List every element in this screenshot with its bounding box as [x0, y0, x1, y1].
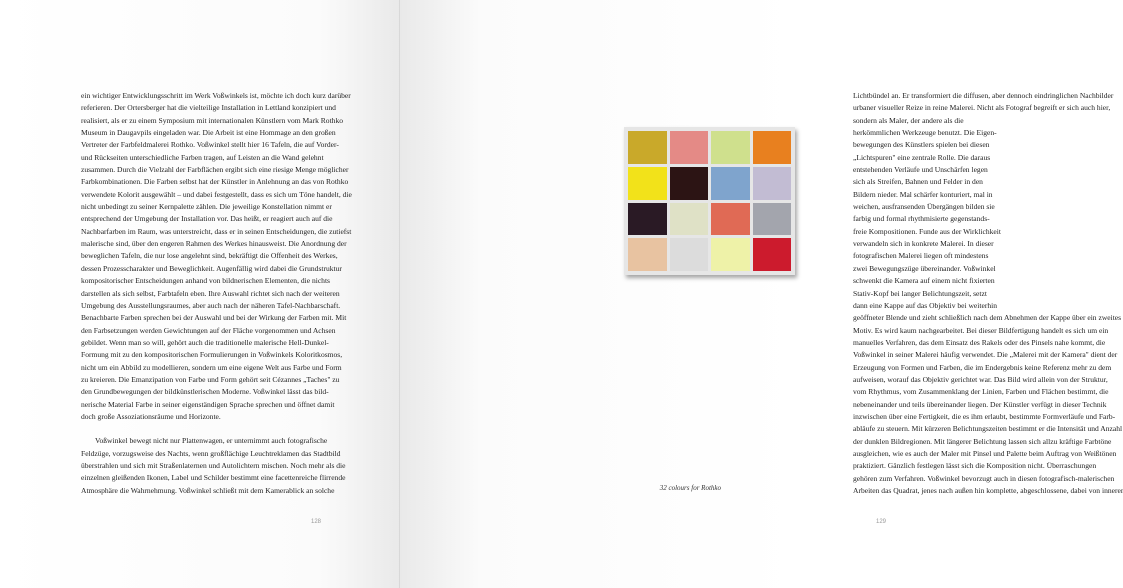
text-line: doch große Assoziationsräume und Horizonte. [81, 411, 221, 421]
text-line: der dunklen Bildregionen. Mit längerer Belichtung lassen sich allzu kräftige Farbtöne [853, 436, 1112, 446]
text-line: manuelles Verfahren, das dem Einsatz des Rakels oder des Pinsels nahe kommt, die [853, 337, 1106, 347]
text-line: bewegungen des Künstlers spielen bei diesen [853, 140, 990, 150]
text-line: Umgebung des Ausstellungsraumes, aber auch nach der näheren Tafel-Nachbarschaft. [81, 300, 341, 310]
text-line: aufweisen, worauf das Objektiv gerichtet war. Das Bild wird allein von der Struktur, [853, 374, 1108, 384]
text-line: entsprechend der Umgebung der Installation vor. Das heißt, er reagiert auch auf die [81, 214, 333, 224]
text-line: vom Rhythmus, vom Zusammenklang der Linien, Farben und Flächen bestimmt, die [853, 387, 1109, 397]
color-swatch [711, 203, 750, 236]
text-line: zu kreieren. Die Emanzipation von Farbe und Form gehört seit Cézannes „Taches" zu [81, 374, 340, 384]
text-line: urbaner visueller Reize in reine Malerei. Nicht als Fotograf begreift er sich auch hier, [853, 103, 1111, 113]
color-swatch-artwork [624, 127, 795, 275]
text-line: Benachbarte Farben sprechen bei der Auswahl und bei der Wirkung der Farben mit. Mit [81, 313, 347, 323]
color-swatch [753, 131, 792, 164]
color-swatch [753, 238, 792, 271]
text-line: ein wichtiger Entwicklungsschritt im Werk Voßwinkels ist, möchte ich doch kurz darüber [81, 91, 351, 100]
left-page-body [81, 90, 352, 497]
text-line: nebeneinander und teils übereinander liegen. Der Künstler verfügt in dieser Technik [853, 399, 1107, 409]
text-line: schwenkt die Kamera auf einem nicht fixierten [853, 276, 995, 286]
text-line: darstellen als sich selbst, Farbtafeln eben. Ihre Auswahl richtet sich nach der weiteren [81, 288, 340, 298]
color-swatch [670, 238, 709, 271]
color-swatch [670, 167, 709, 200]
color-swatch [628, 167, 667, 200]
figure-caption: 32 colours for Rothko [659, 484, 721, 492]
color-swatch [753, 167, 792, 200]
text-line: weichen, ausfransenden Übergängen bilden sie [853, 202, 995, 212]
color-swatch [670, 131, 709, 164]
text-line: nicht unbedingt zu seiner Kernpalette zählen. Die jeweilige Konstellation nimmt er [81, 202, 332, 212]
text-line: „Lichtspuren" eine zentrale Rolle. Die daraus [853, 152, 991, 162]
text-line: Museum in Daugavpils eingeladen war. Die Arbeit ist eine Hommage an den großen [81, 128, 336, 138]
left-page [0, 0, 400, 588]
left-paragraph-1 [81, 90, 352, 423]
right-page-number: 129 [876, 519, 887, 525]
text-line: nerische Material Farbe in seiner eigenständigen Sprache sprechen und öffnet damit [81, 399, 335, 409]
text-line: einzelnen gleißenden Ikonen, Label und Schilder bestimmt eine facettenreiche flirrende [81, 473, 346, 483]
text-line: den Grundbewegungen der bildkünstlerischen Moderne. Voßwinkel lässt das bild- [81, 387, 329, 397]
color-swatch [711, 167, 750, 200]
text-line: Atmosphäre die Wahrnehmung. Voßwinkel schließt mit dem Kamerablick an solche [81, 485, 335, 495]
left-paragraph-2 [81, 435, 344, 497]
text-line: zwei Bewegungszüge übereinander. Voßwinkel [853, 263, 996, 273]
right-paragraph-wrapped [853, 115, 1012, 313]
text-line: Voßwinkel in seiner Malerei häufig verwendet. Die „Malerei mit der Kamera" dient der [853, 350, 1118, 360]
text-line: sondern als Maler, der andere als die [853, 115, 964, 125]
text-line: geöffneter Blende und zieht schließlich nach dem Abnehmen der Kappe über ein zweites [853, 313, 1122, 323]
right-paragraph-top [853, 90, 1120, 115]
swatch-grid [628, 131, 791, 271]
text-line: und Rückseiten unterschiedliche Farben tragen, auf Leisten an die Wand gelehnt [81, 152, 324, 162]
color-swatch [628, 131, 667, 164]
text-line: abläufe zu steuern. Mit kürzeren Belichtungszeiten bestimmt er die Intensität und Anzahl [853, 424, 1123, 434]
color-swatch [628, 203, 667, 236]
text-line: malerische sind, über den engeren Rahmen des Werkes hinausweist. Die Anordnung der [81, 239, 347, 249]
text-line: gehören zum Verfahren. Voßwinkel bevorzugt auch in diesen fotografisch-malerischen [853, 473, 1115, 483]
text-line: dessen Prozesscharakter und Beweglichkeit. Augenfällig wird dabei die Grundstruktur [81, 263, 342, 273]
text-line: referieren. Der Ortersberger hat die vielteilige Installation in Lettland konzipiert und [81, 103, 336, 113]
text-line: zusammen. Durch die Vielzahl der Farbflächen ergibt sich eine riesige Menge möglicher [81, 165, 349, 175]
text-line: inzwischen über eine Fertigkeit, die es ihm erlaubt, bestimmte Formverläufe und Farb- [853, 411, 1116, 421]
color-swatch [711, 131, 750, 164]
text-line: Lichtbündel an. Er transformiert die diffusen, aber dennoch eindringlichen Nachbilder [853, 91, 1114, 100]
text-line: Erzeugung von Formen und Farben, die im Endergebnis keine Referenz mehr zu dem [853, 362, 1112, 372]
text-line: Vertreter der Farbfeldmalerei Rothko. Voßwinkel stellt hier 16 Tafeln, die auf Vorder- [81, 140, 339, 150]
text-line: Nachbarfarben im Raum, was unterstreicht, dass er in seinen Entscheidungen, die zutiefst [81, 226, 352, 236]
text-line: herkömmlichen Werkzeuge benutzt. Die Eigen- [853, 128, 997, 138]
text-line: kompositorischer Entscheidungen anhand von bildnerischen Elementen, die nichts [81, 276, 330, 286]
color-swatch [753, 203, 792, 236]
color-swatch [670, 203, 709, 236]
text-line: den Farbsetzungen werden Gewichtungen auf der Fläche vorgenommen und Achsen [81, 325, 336, 335]
color-swatch [711, 238, 750, 271]
text-line: Feldzüge, vorzugsweise des Nachts, wenn großflächige Leuchtreklamen das Stadtbild [81, 448, 341, 458]
right-page-body [853, 90, 1123, 497]
text-line: verwendete Kolorit ausgewählt – und dabei festgestellt, dass es sich um Töne handelt, die [81, 189, 352, 199]
text-line: dann eine Kappe auf das Objektiv bei weiterhin [853, 300, 997, 310]
text-line: beweglichen Tafeln, die nur lose angelehnt sind, bekräftigt die Offenheit des Werkes, [81, 251, 338, 261]
text-line: Bildern nieder. Mal schärfer konturiert, mal in [853, 189, 993, 199]
text-line: praktiziert. Gänzlich festlegen lässt sich die Komposition nicht. Überraschungen [853, 461, 1097, 471]
text-line: farbig und formal rhythmisierte gegenstands- [853, 214, 990, 224]
text-line: realisiert, als er zu einem Symposium mit internationalen Künstlern vom Mark Rothko [81, 115, 343, 125]
text-line: entstehenden Verläufe und Unschärfen legen [853, 165, 988, 175]
text-line: Farbkombinationen. Die Farben selbst hat der Künstler in Anlehnung an das von Rothko [81, 177, 349, 187]
right-paragraph-bottom [853, 312, 1123, 497]
right-page [400, 0, 1123, 588]
text-line: fotografischen Malerei liegen oft mindestens [853, 251, 989, 261]
text-line: nicht um ein Abbild zu modellieren, sondern um eine eigene Welt aus Farbe und Form [81, 362, 342, 372]
left-page-number: 128 [311, 519, 322, 525]
text-line: gebildet. Wenn man so will, gehört auch die traditionelle malerische Hell-Dunkel- [81, 337, 329, 347]
text-line: überstrahlen und sich mit Straßenlaternen und Autolichtern mischen. Noch mehr als die [81, 460, 346, 470]
text-line: ausgleichen, wie es auch der Maler mit Pinsel und Palette beim Auftrag von Weißtönen [853, 448, 1117, 458]
text-line: Formung mit zu den kompositorischen Formulierungen in Voßwinkels Koloritkosmos, [81, 350, 343, 360]
text-line: Arbeiten das Quadrat, jenes nach außen hin komplette, abgeschlossene, dabei von innerer [853, 486, 1123, 495]
text-line: Stativ-Kopf bei langer Belichtungszeit, setzt [853, 288, 987, 298]
text-line: verwandeln sich in konkrete Malerei. In dieser [853, 239, 994, 249]
text-line: sich als Streifen, Bahnen und Felder in den [853, 177, 983, 187]
text-line: freie Kompositionen. Funde aus der Wirklichkeit [853, 226, 1001, 236]
text-line: Motiv. Es wird kaum nachgearbeitet. Bei dieser Bildfertigung handelt es sich um ein [853, 325, 1109, 335]
color-swatch [628, 238, 667, 271]
text-line: Voßwinkel bewegt nicht nur Plattenwagen, er unternimmt auch fotografische [95, 436, 328, 446]
